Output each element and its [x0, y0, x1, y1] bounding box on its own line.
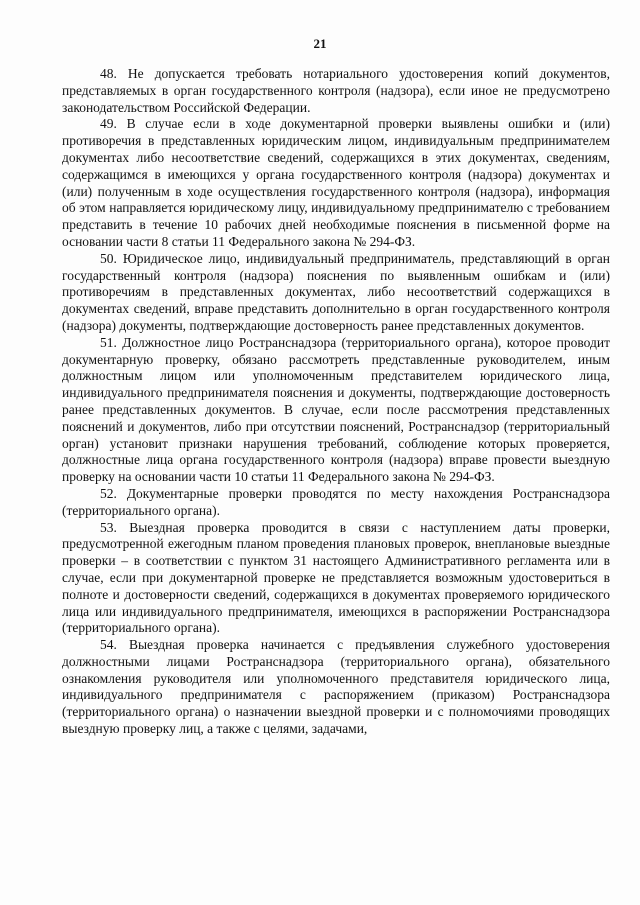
page-number: 21	[313, 36, 327, 51]
paragraph-51: 51. Должностное лицо Ространснадзора (территориального органа), которое проводит документарную проверку, обязано рассмотреть представленные руководителем, иным должностным лицом или уполномоченным представителем юридического лица, индивидуального предпринимателя пояснения и документы, подтверждающие достоверность ранее представленных документов. В случае, если после рассмотрения представленных пояснений и документов, либо при отсутствии пояснений, Ространснадзор (территориальный орган) установит признаки нарушения требований, соблюдение которых проверяется, должностные лица органа государственного контроля (надзора) вправе провести выездную проверку на основании части 10 статьи 11 Федерального закона № 294-ФЗ.	[62, 334, 610, 485]
paragraph-50: 50. Юридическое лицо, индивидуальный предприниматель, представляющий в орган государственный контроля (надзора) пояснения по выявленным ошибкам и (или) противоречиям в представленных документах, либо несоответствий содержащихся в документах сведений, вправе представить дополнительно в орган государственного контроля (надзора) документы, подтверждающие достоверность ранее представленных документов.	[62, 250, 610, 333]
document-body	[62, 66, 610, 738]
paragraph-54: 54. Выездная проверка начинается с предъявления служебного удостоверения должностными лицами Ространснадзора (территориального органа), обязательного ознакомления руководителя или уполномоченного представителя юридического лица, индивидуального предпринимателя с распоряжением (приказом) Ространснадзора (территориального органа) о назначении выездной проверки и с полномочиями проводящих выездную проверку лиц, а также с целями, задачами,	[62, 637, 610, 737]
paragraph-53: 53. Выездная проверка проводится в связи с наступлением даты проверки, предусмотренной ежегодным планом проведения плановых проверок, внеплановые выездные проверки – в соответствии с пунктом 31 настоящего Административного регламента или в случае, если при документарной проверке не представляется возможным удостовериться в полноте и достоверности сведений, содержащихся в документах проверяемого юридического лица или индивидуального предпринимателя, имеющихся в распоряжении Ространснадзора (территориального органа).	[62, 519, 610, 636]
paragraph-49: 49. В случае если в ходе документарной проверки выявлены ошибки и (или) противоречия в представленных юридическим лицом, индивидуальным предпринимателем документах либо несоответствие сведений, содержащихся в этих документах, сведениям, содержащимся в имеющихся у органа государственного контроля (надзора) документах и (или) полученным в ходе осуществления государственного контроля (надзора), информация об этом направляется юридическому лицу, индивидуальному предпринимателю с требованием представить в течение 10 рабочих дней необходимые пояснения в письменной форме на основании части 8 статьи 11 Федерального закона № 294-ФЗ.	[62, 116, 610, 249]
paragraph-52: 52. Документарные проверки проводятся по месту нахождения Ространснадзора (территориального органа).	[62, 485, 610, 518]
paragraph-48: 48. Не допускается требовать нотариального удостоверения копий документов, представляемых в орган государственного контроля (надзора), если иное не предусмотрено законодательством Российской Федерации.	[62, 66, 610, 115]
